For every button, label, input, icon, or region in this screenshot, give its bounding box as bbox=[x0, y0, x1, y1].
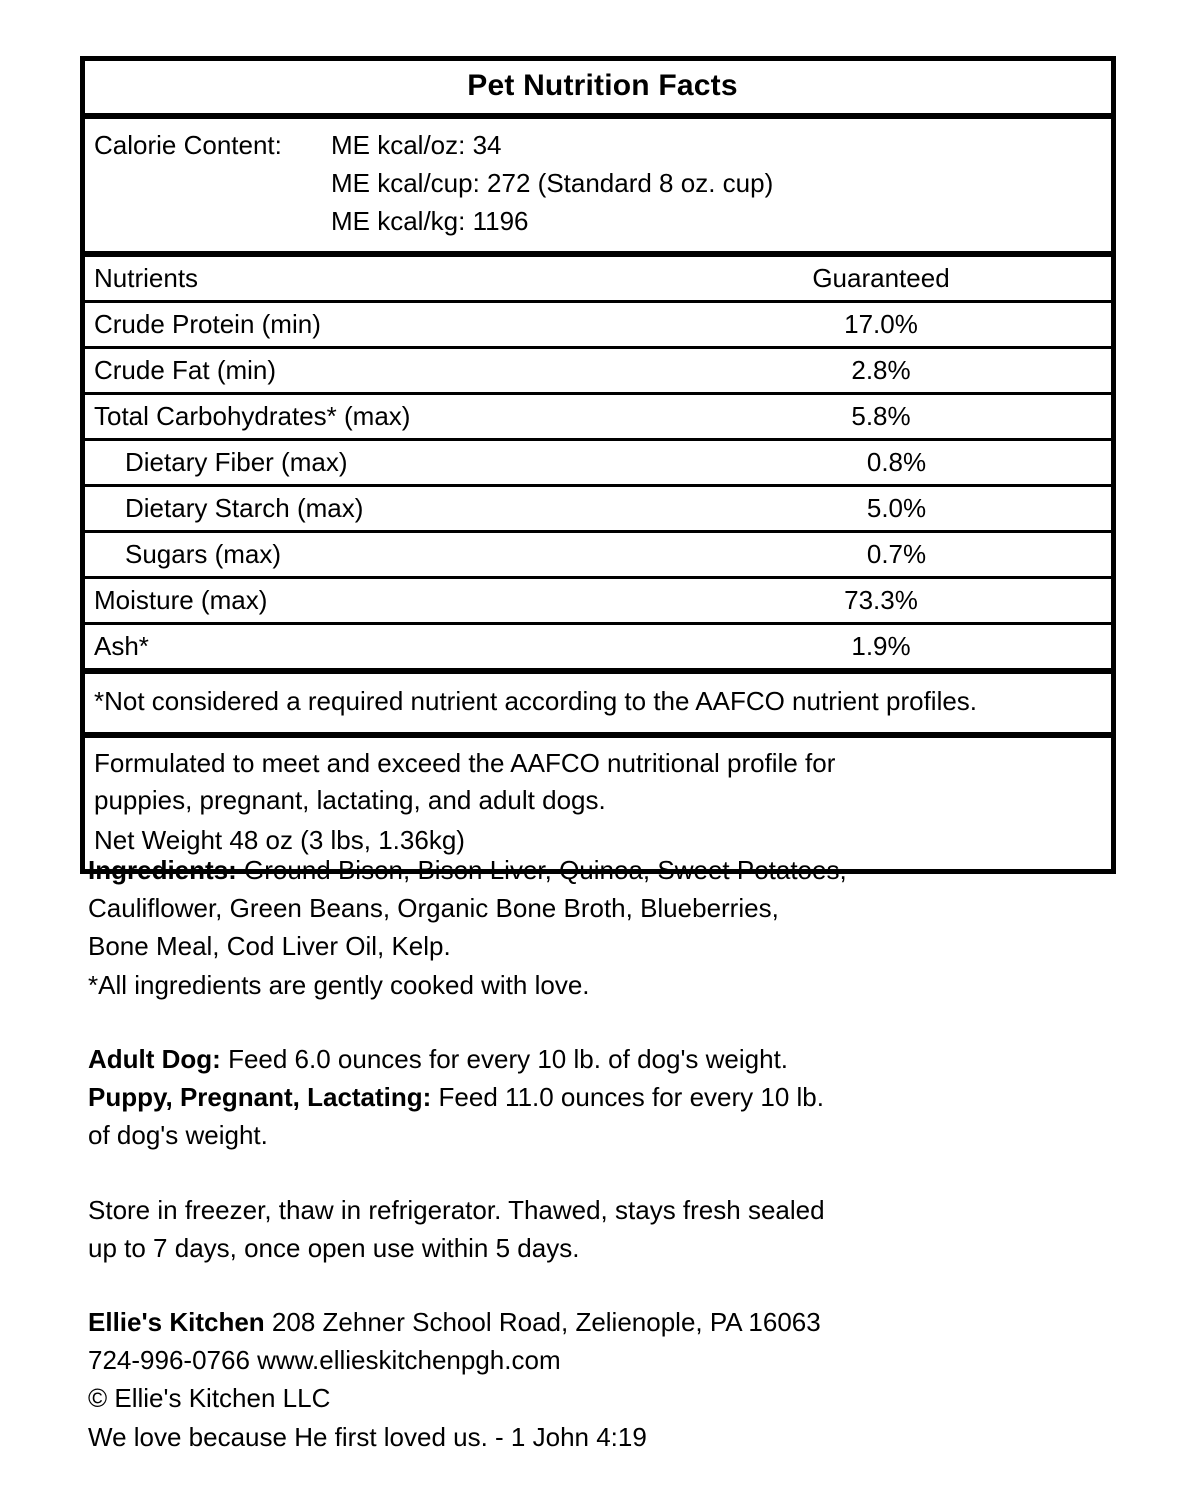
calorie-kcal-per-oz: ME kcal/oz: 34 bbox=[331, 130, 502, 160]
nutrient-value: 5.0% bbox=[866, 492, 927, 523]
feeding-adult-text: Feed 6.0 ounces for every 10 lb. of dog's weight. bbox=[220, 1043, 789, 1074]
company-name: Ellie's Kitchen bbox=[88, 1306, 265, 1337]
ingredients-line-1: Ground Bison, Bison Liver, Quinoa, Sweet Potatoes, bbox=[236, 855, 847, 885]
nutrient-name: Ash* bbox=[94, 630, 149, 661]
table-row bbox=[85, 484, 1111, 530]
nutrient-name: Crude Protein (min) bbox=[94, 308, 321, 339]
ingredients-block bbox=[88, 851, 1108, 1004]
table-row bbox=[85, 438, 1111, 484]
feeding-puppy-text: Feed 11.0 ounces for every 10 lb. bbox=[431, 1082, 824, 1113]
calorie-kcal-per-kg: ME kcal/kg: 1196 bbox=[331, 206, 529, 237]
net-weight: Net Weight 48 oz (3 lbs, 1.36kg) bbox=[94, 824, 465, 855]
nutrient-name: Sugars (max) bbox=[125, 538, 282, 569]
feeding-adult-line bbox=[88, 1040, 1108, 1078]
spacer bbox=[88, 1267, 1108, 1303]
calorie-kcal-per-cup: ME kcal/cup: 272 (Standard 8 oz. cup) bbox=[331, 168, 774, 199]
ingredients-note: *All ingredients are gently cooked with love. bbox=[88, 969, 590, 1000]
formulated-line-1: Formulated to meet and exceed the AAFCO nutritional profile for bbox=[94, 747, 836, 778]
ingredients-label: Ingredients: bbox=[88, 855, 237, 885]
feeding-puppy-label: Puppy, Pregnant, Lactating: bbox=[88, 1082, 432, 1113]
nutrient-name: Dietary Starch (max) bbox=[125, 492, 364, 523]
formulated-statement bbox=[85, 732, 1111, 870]
contact-block bbox=[88, 1303, 1108, 1456]
table-row bbox=[85, 392, 1111, 438]
table-row bbox=[85, 576, 1111, 622]
spacer bbox=[88, 1004, 1108, 1040]
column-header-nutrients: Nutrients bbox=[94, 262, 199, 293]
nutrient-value: 0.7% bbox=[866, 538, 927, 569]
ingredients-line-2: Cauliflower, Green Beans, Organic Bone Broth, Blueberries, bbox=[88, 893, 779, 924]
column-header-guaranteed: Guaranteed bbox=[812, 262, 950, 293]
nutrient-value: 0.8% bbox=[866, 446, 927, 477]
panel-title: Pet Nutrition Facts bbox=[467, 69, 738, 102]
scripture-verse: We love because He first loved us. - 1 John 4:19 bbox=[88, 1421, 647, 1452]
ingredients-line-3: Bone Meal, Cod Liver Oil, Kelp. bbox=[88, 931, 451, 962]
spacer bbox=[88, 1155, 1108, 1191]
nutrient-name: Total Carbohydrates* (max) bbox=[94, 400, 411, 431]
ingredients-first-line bbox=[88, 851, 1108, 889]
nutrient-table-header bbox=[85, 251, 1111, 300]
nutrient-value: 2.8% bbox=[851, 354, 911, 385]
feeding-puppy-line bbox=[88, 1078, 1108, 1116]
nutrient-value: 5.8% bbox=[851, 400, 911, 431]
storage-instructions-block bbox=[88, 1191, 1108, 1267]
table-row bbox=[85, 622, 1111, 668]
nutrient-name: Crude Fat (min) bbox=[94, 354, 277, 385]
feeding-puppy-text-continued: of dog's weight. bbox=[88, 1120, 268, 1151]
copyright-notice: © Ellie's Kitchen LLC bbox=[88, 1383, 331, 1414]
table-row bbox=[85, 346, 1111, 392]
phone-and-website[interactable]: 724-996-0766 www.ellieskitchenpgh.com bbox=[88, 1345, 561, 1376]
formulated-line-2: puppies, pregnant, lactating, and adult dogs. bbox=[94, 784, 606, 815]
nutrient-value: 17.0% bbox=[844, 308, 918, 339]
nutrient-name: Dietary Fiber (max) bbox=[125, 446, 348, 477]
nutrient-value: 1.9% bbox=[851, 630, 911, 661]
table-row bbox=[85, 530, 1111, 576]
storage-line-2: up to 7 days, once open use within 5 days. bbox=[88, 1232, 580, 1263]
calorie-content-values bbox=[331, 126, 1111, 241]
feeding-instructions-block bbox=[88, 1040, 1108, 1155]
feeding-adult-label: Adult Dog: bbox=[88, 1043, 221, 1074]
company-address: 208 Zehner School Road, Zelienople, PA 16063 bbox=[264, 1306, 821, 1337]
pet-nutrition-facts-panel bbox=[80, 56, 1116, 874]
company-address-line bbox=[88, 1303, 1108, 1341]
nutrient-name: Moisture (max) bbox=[94, 584, 268, 615]
calorie-content-section bbox=[85, 113, 1111, 251]
table-row bbox=[85, 300, 1111, 346]
label-body-copy bbox=[88, 851, 1108, 1456]
nutrient-value: 73.3% bbox=[844, 584, 918, 615]
aafco-footnote: *Not considered a required nutrient according to the AAFCO nutrient profiles. bbox=[85, 668, 1111, 732]
storage-line-1: Store in freezer, thaw in refrigerator. Thawed, stays fresh sealed bbox=[88, 1194, 825, 1225]
calorie-content-label: Calorie Content: bbox=[94, 130, 282, 160]
